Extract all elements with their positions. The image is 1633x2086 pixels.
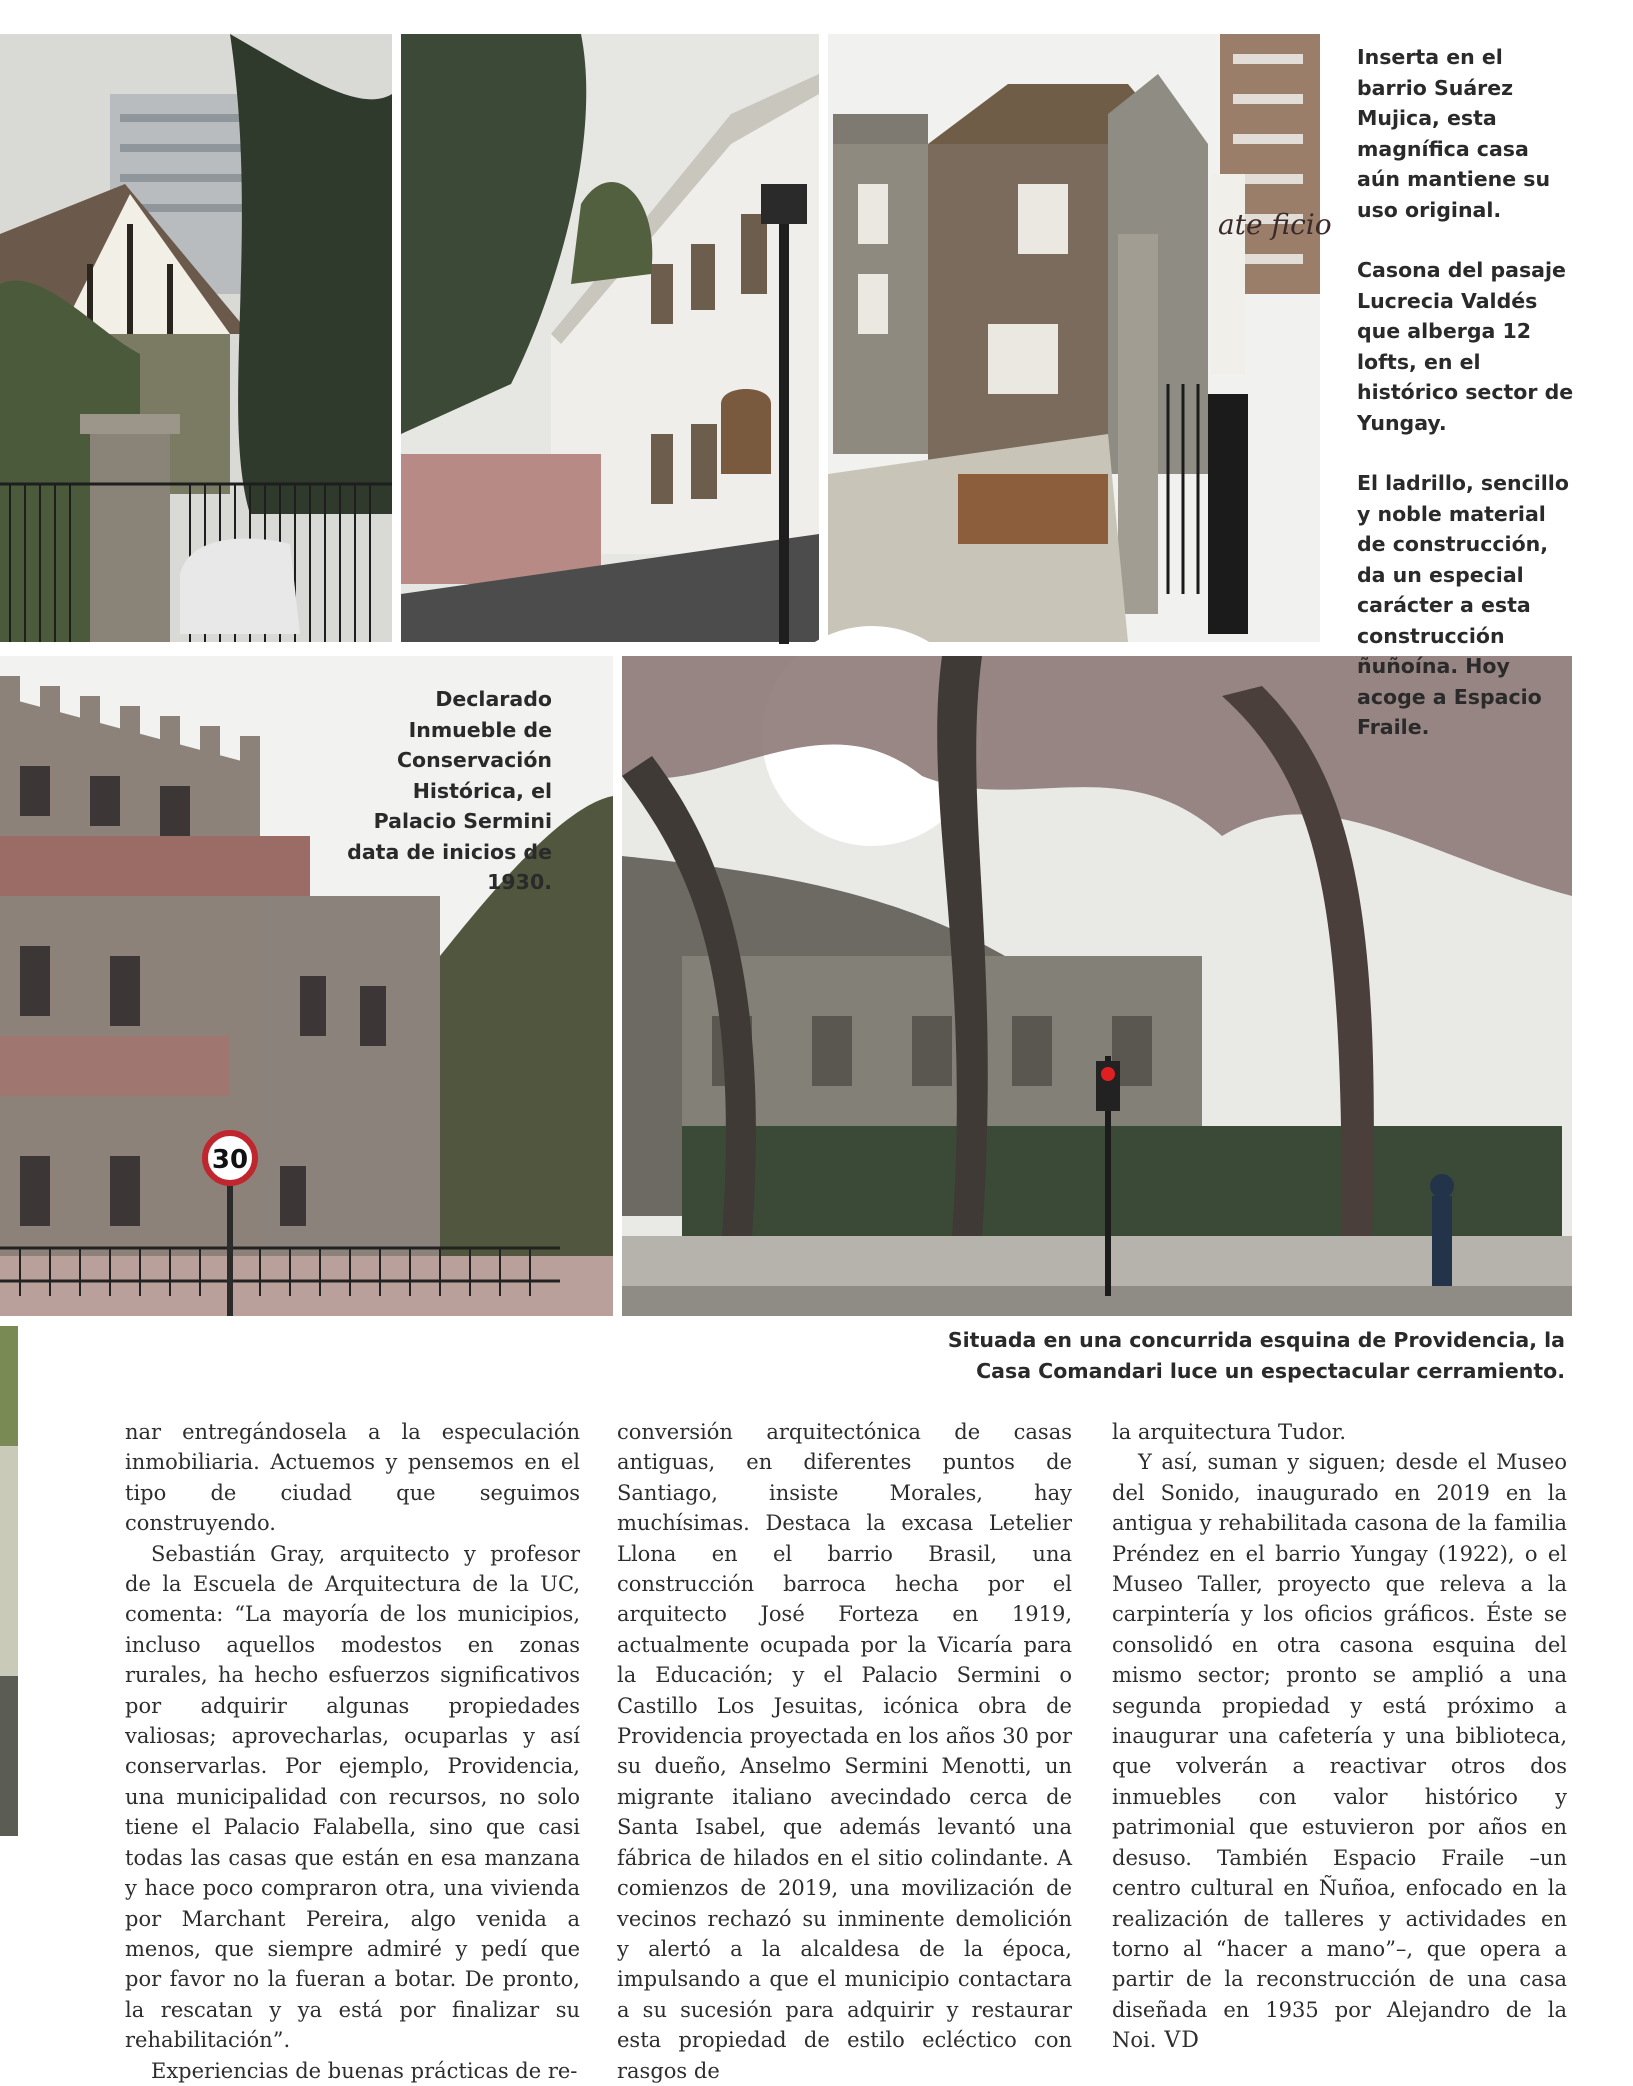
caption-tudor-house: Inserta en el barrio Suárez Mujica, esta magnífica casa aún mantiene su uso original. bbox=[1357, 45, 1551, 222]
paragraph: Y así, suman y siguen; desde el Museo del Sonido, inaugurado en 2019 en la antigua y rehabilitada casona de la familia Préndez en el barrio Yungay (1922), o el Museo Taller, proyecto que releva a la carpintería y los oficios gráficos. Éste se consolidó en otra casona esquina del mismo sector; pronto se amplió a una segunda propiedad y está próximo a inaugurar una cafetería y una biblioteca, que volverán a reactivar otros dos inmuebles con valor histórico y patrimonial que estuvieron por años en desuso. También Espacio Fraile –un centro cultural en Ñuñoa, enfocado en la realización de talleres y actividades en torno al “hacer a mano”–, que opera a partir de la reconstrucción de una casa diseñada en 1935 por Alejandro de la Noi. VD bbox=[1112, 1450, 1567, 2054]
caption-lucrecia-valdes: Casona del pasaje Lucrecia Valdés que alberga 12 lofts, en el histórico sector de Yungay. bbox=[1357, 258, 1574, 435]
caption-top-right bbox=[1357, 42, 1577, 773]
photo-lucrecia-valdes bbox=[401, 34, 819, 642]
photo-tudor-house bbox=[0, 34, 392, 642]
article-column-3 bbox=[1112, 1417, 1567, 2057]
fraile-sign-text: ate ficio bbox=[1218, 208, 1332, 241]
paragraph: Sebastián Gray, arquitecto y profesor de la Escuela de Arquitectura de la UC, comenta: “La mayoría de los municipios, incluso aquellos modestos en zonas rurales, ha hecho esfuerzos significativos por adquirir algunas propiedades valiosas; aprovecharlas, ocuparlas y así conservarlas. Por ejemplo, Providencia, una municipalidad con recursos, no solo tiene el Palacio Falabella, sino que casi todas las casas que están en esa manzana y hace poco compraron otra, una vivienda por Marchant Pereira, algo venida a menos, que siempre admiré y pedí que por favor no la fueran a botar. De pronto, la rescatan y ya está por finalizar su rehabilitación”. bbox=[125, 1541, 580, 2053]
caption-casa-comandari: Situada en una concurrida esquina de Providencia, la Casa Comandari luce un espectacular cerramiento. bbox=[947, 1328, 1565, 1383]
article-column-2 bbox=[617, 1417, 1072, 2086]
paragraph: conversión arquitectónica de casas antiguas, en diferentes puntos de Santiago, insiste Morales, hay muchísimas. Destaca la excasa Letelier Llona en el barrio Brasil, una construcción barroca hecha por el arquitecto José Forteza en 1919, actualmente ocupada por la Vicaría para la Educación; y el Palacio Sermini o Castillo Los Jesuitas, icónica obra de Providencia proyectada en los años 30 por su dueño, Anselmo Sermini Menotti, un migrante italiano avecindado cerca de Santa Isabel, que además levantó una fábrica de hilados en el sitio colindante. A comienzos de 2019, una movilización de vecinos rechazó su inminente demolición y alertó a la alcaldesa de la época, impulsando a que el municipio contactara a su sucesión para adquirir y restaurar esta propiedad de estilo ecléctico con rasgos de bbox=[617, 1420, 1072, 2083]
speed-sign-text: 30 bbox=[211, 1145, 249, 1175]
caption-espacio-fraile: El ladrillo, sencillo y noble material de construcción, da un especial carácter a esta construcción ñuñoína. Hoy acoge a Espacio Fraile. bbox=[1357, 471, 1569, 739]
caption-palacio-sermini: Declarado Inmueble de Conservación Histórica, el Palacio Sermini data de inicios de 1930. bbox=[347, 687, 552, 894]
paragraph: la arquitectura Tudor. bbox=[1112, 1420, 1347, 1444]
paragraph: Experiencias de buenas prácticas de re- bbox=[151, 2058, 578, 2083]
paragraph: nar entregándosela a la especulación inmobiliaria. Actuemos y pensemos en el tipo de ciudad que seguimos construyendo. bbox=[125, 1420, 580, 1536]
signature: VD bbox=[1164, 2028, 1200, 2054]
photo-left-edge-sliver bbox=[0, 1326, 18, 1836]
article-column-1 bbox=[125, 1417, 580, 2086]
photo-espacio-fraile bbox=[828, 34, 1332, 642]
